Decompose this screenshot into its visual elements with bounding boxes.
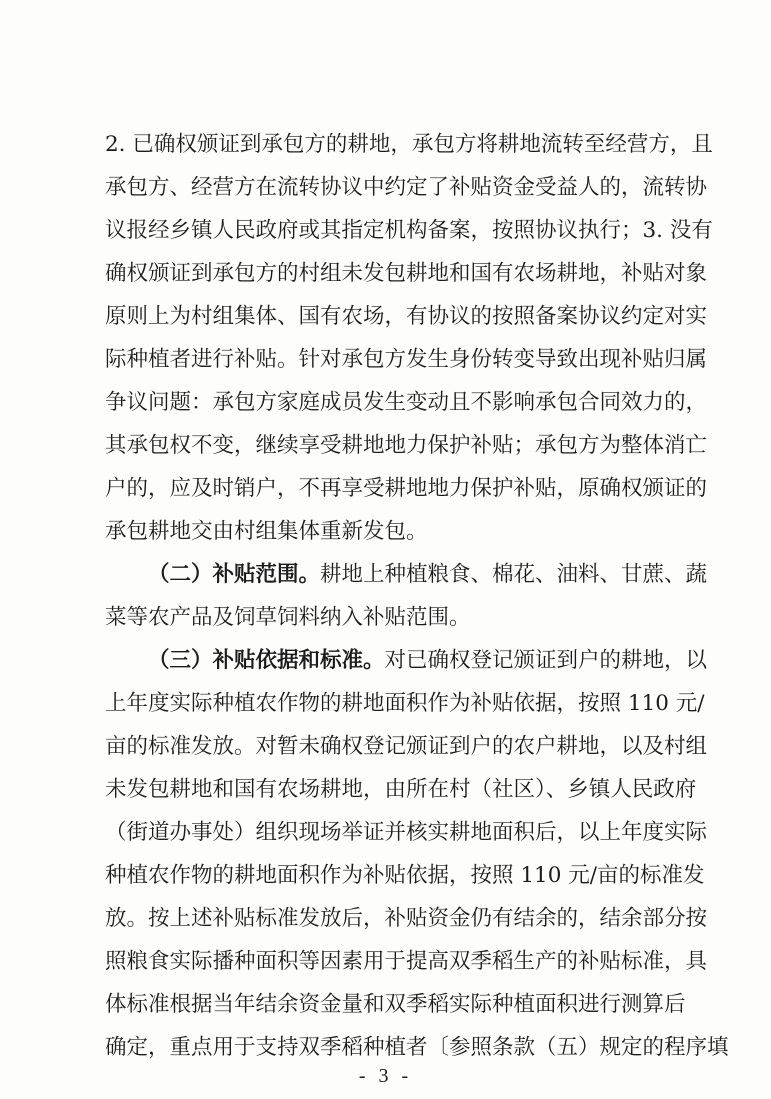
page-number: - 3 - <box>358 1065 413 1087</box>
paragraph-line: 承包方、经营方在流转协议中约定了补贴资金受益人的，流转协 <box>105 175 708 200</box>
paragraph-line: 争议问题：承包方家庭成员发生变动且不影响承包合同效力的， <box>105 390 708 415</box>
paragraph-line: 其承包权不变，继续享受耕地地力保护补贴；承包方为整体消亡 <box>105 433 708 458</box>
paragraph-line: 2. 已确权颁证到承包方的耕地，承包方将耕地流转至经营方，且 <box>105 132 713 157</box>
paragraph-line: 体标准根据当年结余资金量和双季稻实际种植面积进行测算后 <box>105 992 686 1017</box>
paragraph-line: 户的，应及时销户，不再享受耕地地力保护补贴，原确权颁证的 <box>105 476 708 501</box>
paragraph-line: 际种植者进行补贴。针对承包方发生身份转变导致出现补贴归属 <box>105 347 708 372</box>
paragraph-line: 种植农作物的耕地面积作为补贴依据，按照 110 元/亩的标准发 <box>105 863 705 888</box>
section-2-line-1 <box>148 559 708 591</box>
paragraph-line: 原则上为村组集体、国有农场，有协议的按照备案协议约定对实 <box>105 304 708 329</box>
paragraph-line: 照粮食实际播种面积等因素用于提高双季稻生产的补贴标准，具 <box>105 949 708 974</box>
paragraph-line: 确权颁证到承包方的村组未发包耕地和国有农场耕地，补贴对象 <box>105 261 708 286</box>
paragraph-line: 亩的标准发放。对暂未确权登记颁证到户的农户耕地，以及村组 <box>105 734 708 759</box>
paragraph-line: 未发包耕地和国有农场耕地，由所在村（社区）、乡镇人民政府 <box>105 777 697 802</box>
paragraph-line: （街道办事处）组织现场举证并核实耕地面积后，以上年度实际 <box>105 820 708 845</box>
paragraph-line: 放。按上述补贴标准发放后，补贴资金仍有结余的，结余部分按 <box>105 906 708 931</box>
paragraph-line: 议报经乡镇人民政府或其指定机构备案，按照协议执行；3. 没有 <box>105 218 713 243</box>
section-3-line-1 <box>148 645 708 677</box>
section-2-line-2: 菜等农产品及饲草饲料纳入补贴范围。 <box>105 605 471 630</box>
paragraph-line: 上年度实际种植农作物的耕地面积作为补贴依据，按照 110 元/ <box>105 691 705 716</box>
section-3-heading: （三）补贴依据和标准。 <box>148 648 385 673</box>
paragraph-line: 确定，重点用于支持双季稻种植者〔参照条款（五）规定的程序填 <box>105 1035 729 1060</box>
section-3-text: 对已确权登记颁证到户的耕地，以 <box>384 648 708 673</box>
paragraph-line: 承包耕地交由村组集体重新发包。 <box>105 519 428 544</box>
section-2-text: 耕地上种植粮食、棉花、油料、甘蔗、蔬 <box>320 562 708 587</box>
section-2-heading: （二）补贴范围。 <box>148 562 321 587</box>
